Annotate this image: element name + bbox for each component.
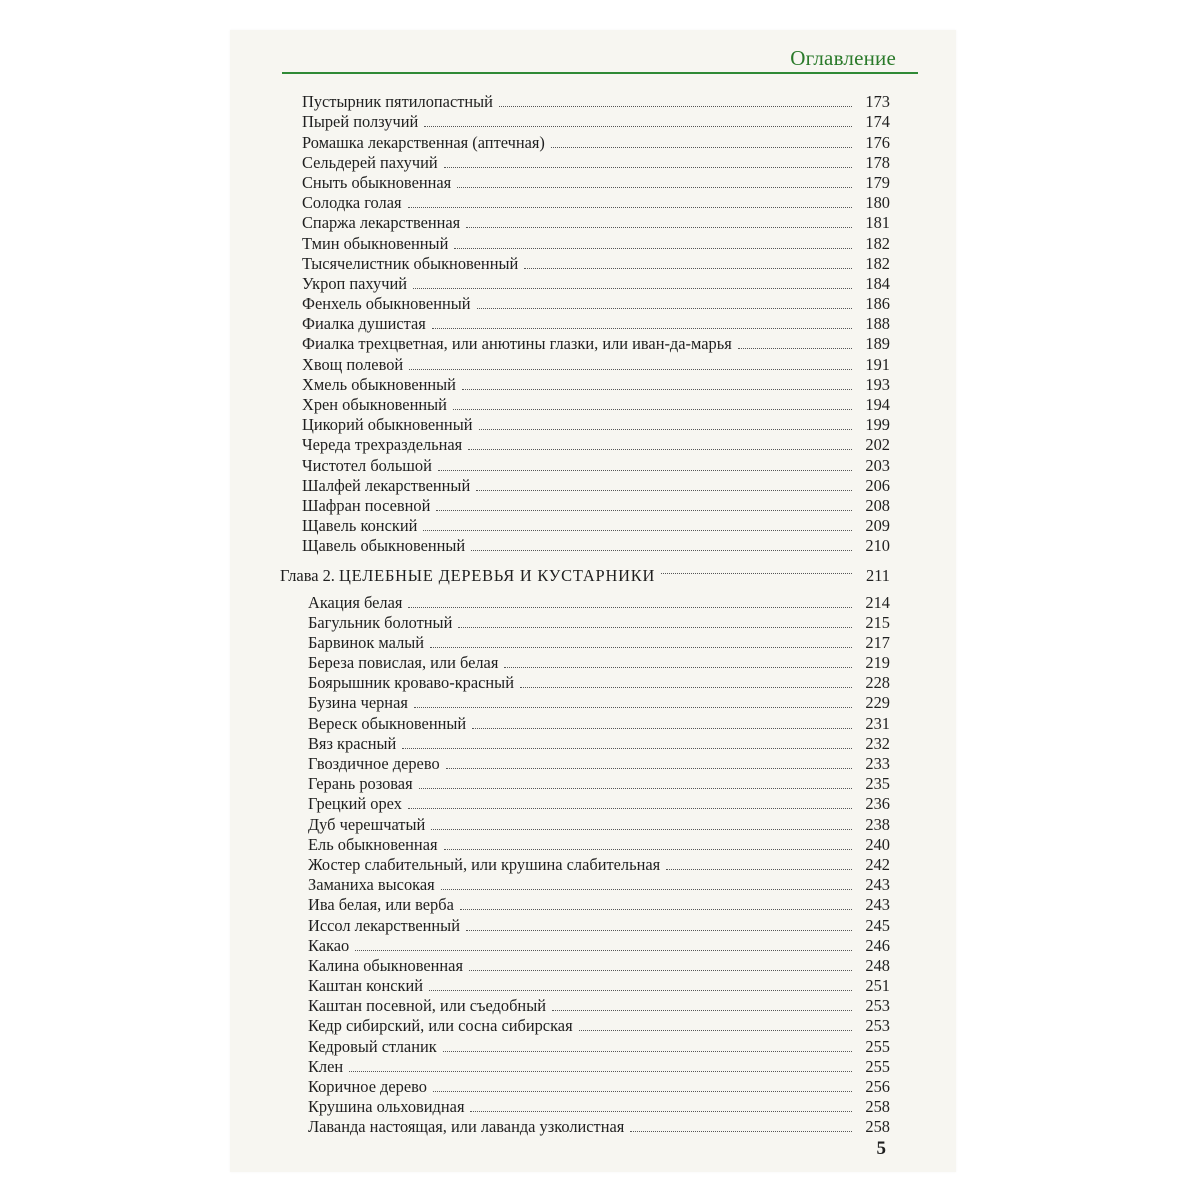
toc-entry[interactable]	[280, 496, 890, 516]
toc-entry[interactable]	[280, 693, 890, 713]
toc-entry[interactable]	[280, 254, 890, 274]
dot-leader	[408, 207, 852, 208]
toc-entry[interactable]	[280, 395, 890, 415]
toc-entry-title: Щавель конский	[302, 516, 418, 536]
chapter-page-number: 211	[866, 566, 890, 586]
toc-entry-page-number: 246	[865, 935, 890, 955]
dot-leader	[460, 909, 852, 910]
toc-entry-title: Щавель обыкновенный	[302, 536, 466, 556]
toc-entry[interactable]	[280, 92, 890, 112]
dot-leader	[454, 248, 852, 249]
toc-entry[interactable]	[280, 455, 890, 475]
toc-entry-page-number: 238	[865, 814, 890, 834]
toc-entry-title: Вяз красный	[308, 733, 397, 753]
toc-entry[interactable]	[280, 476, 890, 496]
dot-leader	[441, 889, 852, 890]
toc-entry[interactable]	[280, 435, 890, 455]
toc-entry[interactable]	[280, 173, 890, 193]
toc-entry-title: Багульник болотный	[308, 612, 453, 632]
dot-leader	[408, 607, 852, 608]
toc-entry-title: Калина обыкновенная	[308, 955, 463, 975]
chapter-label	[280, 566, 657, 586]
toc-section-2	[280, 592, 890, 1137]
toc-entry[interactable]	[280, 1077, 890, 1097]
dot-leader	[458, 627, 852, 628]
running-header-title: Оглавление	[790, 46, 896, 70]
toc-chapter-heading[interactable]	[280, 562, 890, 590]
toc-entry-title: Заманиха высокая	[308, 875, 435, 895]
toc-entry[interactable]	[280, 1057, 890, 1077]
dot-leader	[423, 530, 852, 531]
dot-leader	[479, 429, 853, 430]
toc-entry[interactable]	[280, 1117, 890, 1137]
toc-entry-title: Лаванда настоящая, или лаванда узколистная	[308, 1117, 625, 1137]
toc-entry-page-number: 181	[865, 213, 890, 233]
toc-entry-page-number: 219	[865, 653, 890, 673]
table-of-contents	[280, 92, 890, 1137]
toc-entry[interactable]	[280, 334, 890, 354]
toc-entry-title: Цикорий обыкновенный	[302, 415, 473, 435]
toc-entry-title: Дуб черешчатый	[308, 814, 426, 834]
toc-entry[interactable]	[280, 314, 890, 334]
toc-entry-page-number: 184	[865, 273, 890, 293]
dot-leader	[457, 187, 852, 188]
toc-entry[interactable]	[280, 1097, 890, 1117]
toc-entry-page-number: 232	[865, 733, 890, 753]
toc-entry-page-number: 214	[865, 592, 890, 612]
toc-entry[interactable]	[280, 112, 890, 132]
toc-section-1	[280, 92, 890, 556]
dot-leader	[499, 106, 852, 107]
toc-entry[interactable]	[280, 153, 890, 173]
toc-entry[interactable]	[280, 936, 890, 956]
toc-entry[interactable]	[280, 875, 890, 895]
toc-entry[interactable]	[280, 835, 890, 855]
dot-leader	[349, 1071, 852, 1072]
toc-entry-page-number: 186	[865, 294, 890, 314]
toc-entry-page-number: 174	[865, 112, 890, 132]
toc-entry-page-number: 191	[865, 354, 890, 374]
toc-entry-title: Хвощ полевой	[302, 354, 404, 374]
toc-entry-title: Акация белая	[308, 592, 403, 612]
dot-leader	[466, 930, 852, 931]
toc-entry-title: Шалфей лекарственный	[302, 475, 471, 495]
toc-entry[interactable]	[280, 375, 890, 395]
dot-leader	[462, 389, 852, 390]
toc-entry-title: Фиалка душистая	[302, 314, 426, 334]
dot-leader	[402, 748, 852, 749]
toc-entry-page-number: 182	[865, 253, 890, 273]
toc-entry[interactable]	[280, 976, 890, 996]
dot-leader	[738, 348, 852, 349]
dot-leader	[552, 1010, 852, 1011]
dot-leader	[476, 490, 852, 491]
toc-entry[interactable]	[280, 915, 890, 935]
toc-entry[interactable]	[280, 1036, 890, 1056]
toc-entry-page-number: 243	[865, 895, 890, 915]
toc-entry-page-number: 206	[865, 475, 890, 495]
dot-leader	[409, 369, 852, 370]
toc-entry-title: Какао	[308, 935, 350, 955]
dot-leader	[430, 647, 852, 648]
toc-entry-page-number: 256	[865, 1077, 890, 1096]
toc-entry-title: Боярышник кроваво-красный	[308, 673, 514, 693]
toc-entry-page-number: 182	[865, 233, 890, 253]
dot-leader	[477, 308, 852, 309]
chapter-prefix: Глава 2.	[280, 566, 339, 586]
toc-entry[interactable]	[280, 633, 890, 653]
toc-entry[interactable]	[280, 814, 890, 834]
toc-entry[interactable]	[280, 213, 890, 233]
toc-entry-page-number: 217	[865, 632, 890, 652]
toc-entry[interactable]	[280, 415, 890, 435]
toc-entry-page-number: 251	[865, 976, 890, 996]
toc-entry[interactable]	[280, 233, 890, 253]
toc-entry-page-number: 209	[865, 516, 890, 536]
toc-entry[interactable]	[280, 274, 890, 294]
toc-entry[interactable]	[280, 193, 890, 213]
toc-entry-title: Ель обыкновенная	[308, 834, 438, 854]
toc-entry[interactable]	[280, 132, 890, 152]
toc-entry-title: Хмель обыкновенный	[302, 374, 456, 394]
toc-entry-page-number: 179	[865, 172, 890, 192]
dot-leader	[431, 829, 852, 830]
toc-entry-page-number: 242	[865, 854, 890, 874]
dot-leader	[551, 147, 852, 148]
toc-entry-title: Солодка голая	[302, 193, 402, 213]
toc-entry[interactable]	[280, 1016, 890, 1036]
toc-entry[interactable]	[280, 895, 890, 915]
toc-entry[interactable]	[280, 794, 890, 814]
toc-entry-page-number: 194	[865, 395, 890, 414]
toc-entry-title: Сныть обыкновенная	[302, 172, 452, 192]
dot-leader	[443, 1051, 852, 1052]
toc-entry[interactable]	[280, 996, 890, 1016]
toc-entry-title: Иссол лекарственный	[308, 915, 460, 935]
toc-entry[interactable]	[280, 613, 890, 633]
dot-leader	[444, 167, 852, 168]
toc-entry-title: Пырей ползучий	[302, 112, 419, 132]
dot-leader	[470, 1111, 852, 1112]
toc-entry-page-number: 235	[865, 774, 890, 794]
toc-entry-title: Коричное дерево	[308, 1077, 427, 1096]
dot-leader	[424, 126, 852, 127]
dot-leader	[504, 667, 852, 668]
dot-leader	[408, 808, 852, 809]
toc-entry-title: Тмин обыкновенный	[302, 233, 449, 253]
toc-entry-title: Каштан посевной, или съедобный	[308, 996, 546, 1016]
toc-entry-page-number: 233	[865, 754, 890, 773]
toc-entry-title: Береза повислая, или белая	[308, 653, 499, 673]
toc-entry-title: Вереск обыкновенный	[308, 713, 467, 733]
toc-entry-title: Бузина черная	[308, 693, 408, 713]
dot-leader	[630, 1131, 852, 1132]
toc-entry-title: Барвинок малый	[308, 632, 425, 652]
dot-leader	[661, 573, 852, 574]
toc-entry-title: Укроп пахучий	[302, 273, 407, 293]
toc-entry-page-number: 203	[865, 455, 890, 475]
toc-entry-page-number: 176	[865, 132, 890, 152]
dot-leader	[436, 510, 852, 511]
toc-entry-title: Кедровый стланик	[308, 1036, 437, 1056]
toc-entry-page-number: 253	[865, 1016, 890, 1036]
toc-entry[interactable]	[280, 653, 890, 673]
toc-entry-page-number: 208	[865, 495, 890, 515]
toc-entry[interactable]	[280, 516, 890, 536]
toc-entry-page-number: 245	[865, 915, 890, 935]
dot-leader	[413, 288, 852, 289]
dot-leader	[355, 950, 852, 951]
dot-leader	[433, 1091, 852, 1092]
toc-entry-page-number: 188	[865, 314, 890, 334]
dot-leader	[432, 328, 852, 329]
toc-entry[interactable]	[280, 673, 890, 693]
dot-leader	[414, 707, 852, 708]
toc-entry-title: Фенхель обыкновенный	[302, 294, 471, 314]
toc-entry-title: Тысячелистник обыкновенный	[302, 253, 519, 273]
page-number: 5	[876, 1138, 886, 1159]
toc-entry[interactable]	[280, 855, 890, 875]
toc-entry-title: Кедр сибирский, или сосна сибирская	[308, 1016, 573, 1036]
toc-entry-page-number: 189	[865, 334, 890, 354]
dot-leader	[444, 849, 852, 850]
dot-leader	[466, 227, 852, 228]
toc-entry-page-number: 178	[865, 152, 890, 172]
toc-entry-page-number: 202	[865, 435, 890, 455]
dot-leader	[520, 687, 852, 688]
dot-leader	[469, 970, 852, 971]
header-rule	[282, 72, 918, 74]
toc-entry-page-number: 258	[865, 1097, 890, 1117]
toc-entry-title: Сельдерей пахучий	[302, 152, 438, 172]
toc-entry-title: Крушина ольховидная	[308, 1097, 465, 1117]
toc-entry[interactable]	[280, 754, 890, 774]
toc-entry-page-number: 228	[865, 673, 890, 693]
toc-entry-page-number: 243	[865, 875, 890, 895]
toc-entry-page-number: 231	[865, 713, 890, 733]
toc-entry-title: Хрен обыкновенный	[302, 395, 447, 414]
toc-entry[interactable]	[280, 734, 890, 754]
dot-leader	[468, 449, 852, 450]
toc-entry-page-number: 240	[865, 834, 890, 854]
toc-entry-page-number: 255	[865, 1056, 890, 1076]
toc-entry-page-number: 199	[865, 415, 890, 435]
toc-entry-page-number: 180	[865, 193, 890, 213]
toc-entry-title: Череда трехраздельная	[302, 435, 463, 455]
toc-entry-title: Грецкий орех	[308, 794, 402, 814]
toc-entry-title: Ива белая, или верба	[308, 895, 454, 915]
dot-leader	[438, 470, 852, 471]
toc-entry[interactable]	[280, 294, 890, 314]
dot-leader	[453, 409, 852, 410]
toc-entry[interactable]	[280, 536, 890, 556]
book-page	[230, 30, 956, 1172]
toc-entry-page-number: 215	[865, 612, 890, 632]
toc-entry-page-number: 253	[865, 996, 890, 1016]
toc-entry-title: Пустырник пятилопастный	[302, 92, 493, 112]
toc-entry-page-number: 193	[865, 374, 890, 394]
toc-entry-page-number: 173	[865, 92, 890, 112]
dot-leader	[446, 768, 852, 769]
toc-entry[interactable]	[280, 774, 890, 794]
dot-leader	[524, 268, 852, 269]
toc-entry-title: Жостер слабительный, или крушина слабительная	[308, 854, 661, 874]
toc-entry[interactable]	[280, 592, 890, 612]
toc-entry[interactable]	[280, 956, 890, 976]
toc-entry[interactable]	[280, 354, 890, 374]
dot-leader	[429, 990, 852, 991]
toc-entry-title: Каштан конский	[308, 976, 423, 996]
toc-entry-title: Ромашка лекарственная (аптечная)	[302, 132, 545, 152]
chapter-title: ЦЕЛЕБНЫЕ ДЕРЕВЬЯ И КУСТАРНИКИ	[338, 566, 656, 586]
toc-entry-title: Спаржа лекарственная	[302, 213, 461, 233]
toc-entry-page-number: 210	[865, 536, 890, 556]
toc-entry-page-number: 258	[865, 1117, 890, 1137]
toc-entry-page-number: 236	[865, 794, 890, 814]
toc-entry-title: Чистотел большой	[302, 455, 432, 475]
toc-entry-page-number: 255	[865, 1036, 890, 1056]
toc-entry-page-number: 229	[865, 693, 890, 713]
toc-entry-title: Клен	[308, 1056, 344, 1076]
toc-entry-title: Фиалка трехцветная, или анютины глазки, или иван-да-марья	[302, 334, 732, 354]
toc-entry-title: Шафран посевной	[302, 495, 431, 515]
toc-entry-title: Герань розовая	[308, 774, 413, 794]
dot-leader	[419, 788, 852, 789]
dot-leader	[666, 869, 852, 870]
toc-entry-page-number: 248	[865, 955, 890, 975]
toc-entry-title: Гвоздичное дерево	[308, 754, 440, 773]
toc-entry[interactable]	[280, 713, 890, 733]
dot-leader	[579, 1030, 852, 1031]
dot-leader	[471, 550, 852, 551]
dot-leader	[472, 728, 852, 729]
